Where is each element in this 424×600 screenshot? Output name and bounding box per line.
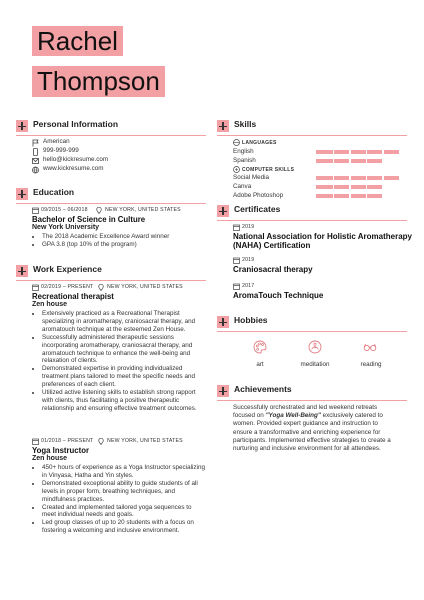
name-last: Thompson <box>32 66 165 97</box>
certificate-name: Craniosacral therapy <box>233 265 313 274</box>
job-dates: 02/2019 – PRESENT <box>41 284 94 290</box>
text-line: focused on "Yoga Well-Being" exclusively catered to <box>233 412 383 420</box>
job-dates: 01/2018 – PRESENT <box>41 438 94 444</box>
skill-name: Adobe Photoshop <box>233 192 284 199</box>
job-location: NEW YORK, UNITED STATES <box>107 284 183 290</box>
skill-level-bar <box>316 159 382 163</box>
list-item: • GPA 3.8 (top 10% of the program) <box>42 241 212 249</box>
text-line: participants. Implemented effective strategies to create a <box>233 436 391 444</box>
job-role: Yoga Instructor <box>32 446 90 455</box>
skill-level-bar <box>316 150 399 154</box>
job-location: NEW YORK, UNITED STATES <box>107 438 183 444</box>
text-line: ensure a transformative and enriching experience for <box>233 428 381 436</box>
section-skills <box>217 120 407 133</box>
list-item: • Demonstrated expertise in providing individualized treatment plans tailored to meet the specific needs and preferences of each client. <box>42 365 207 389</box>
text-line: nurturing and inclusive environment for all attendees. <box>233 445 381 453</box>
globe-icon <box>32 166 39 174</box>
section-title: Skills <box>234 119 257 129</box>
location-pin-icon <box>98 284 104 291</box>
skill-level-bar <box>316 185 382 189</box>
calendar-icon <box>233 257 240 264</box>
certificate-year: 2017 <box>242 283 255 289</box>
section-divider <box>16 280 206 281</box>
job-company: Zen house <box>32 455 68 462</box>
palette-icon <box>253 340 267 354</box>
hobby-label: meditation <box>300 361 330 368</box>
section-title: Education <box>33 187 75 197</box>
skill-level-bar <box>316 176 399 180</box>
computer-skills-label: COMPUTER SKILLS <box>242 167 295 173</box>
certificate-name: AromaTouch Technique <box>233 291 324 300</box>
certificate-name: National Association for Holistic Aromatherapy (NAHA) Certification <box>233 232 412 251</box>
calendar-icon <box>32 438 39 445</box>
plus-icon <box>16 265 28 277</box>
flag-icon <box>32 139 39 147</box>
list-item: • Utilized active listening skills to establish strong rapport with clients, thus facilitating a positive therapeutic relationship and ensuring effective treatment outcomes. <box>42 389 207 413</box>
section-divider <box>217 135 407 136</box>
location-pin-icon <box>98 438 104 445</box>
list-item: • Demonstrated exceptional ability to guide students of all levels in proper form, breathing techniques, and mindfulness practices. <box>42 480 207 504</box>
achievement-text <box>233 404 413 453</box>
list-item: • Successfully administered therapeutic sessions incorporating aromatherapy, craniosacral therapy, and aromatouch technique to enhance the well-being and relaxation of clients. <box>42 334 207 366</box>
plus-icon <box>16 188 28 200</box>
section-personal-information <box>16 120 206 133</box>
education-bullets <box>32 233 212 249</box>
phone-icon <box>32 148 39 156</box>
skill-level-bar <box>316 194 382 198</box>
text-line: women. Provided expert guidance and instruction to <box>233 420 378 428</box>
plus-icon <box>217 316 229 328</box>
name-first: Rachel <box>32 26 123 56</box>
section-title: Achievements <box>234 384 292 394</box>
job-company: Zen house <box>32 301 68 308</box>
calendar-icon <box>233 224 240 231</box>
plus-icon <box>16 120 28 132</box>
nationality: American <box>43 138 70 145</box>
certificate-year: 2019 <box>242 257 255 263</box>
section-title: Work Experience <box>33 264 102 274</box>
job-bullets <box>32 310 207 413</box>
email[interactable]: hello@kickresume.com <box>43 156 109 163</box>
skill-name: Spanish <box>233 157 256 164</box>
glasses-icon <box>363 340 377 354</box>
education-location: NEW YORK, UNITED STATES <box>105 207 181 213</box>
job-bullets <box>32 464 207 535</box>
plus-icon <box>217 205 229 217</box>
location-pin-icon <box>96 207 102 214</box>
text-line: Successfully orchestrated and led weekend retreats <box>233 404 378 411</box>
section-divider <box>217 331 407 332</box>
calendar-icon <box>32 284 39 291</box>
skill-name: Social Media <box>233 174 270 181</box>
computer-icon <box>233 166 240 173</box>
section-divider <box>217 220 407 221</box>
job-role: Recreational therapist <box>32 292 114 301</box>
website[interactable]: www.kickresume.com <box>43 165 104 172</box>
languages-label: LANGUAGES <box>242 140 277 146</box>
hobby-label: reading <box>360 361 382 368</box>
list-item: • 450+ hours of experience as a Yoga Instructor specializing in Vinyasa, Hatha and Yin styles. <box>42 464 207 480</box>
section-title: Hobbies <box>234 315 268 325</box>
section-title: Personal Information <box>33 119 119 129</box>
skill-name: English <box>233 148 254 155</box>
plus-icon <box>217 120 229 132</box>
education-dates: 09/2015 – 06/2018 <box>41 207 88 213</box>
email-icon <box>32 157 39 165</box>
emphasis: "Yoga Well-Being" <box>265 412 321 420</box>
list-item: • The 2018 Academic Excellence Award winner <box>42 233 212 241</box>
degree: Bachelor of Science in Culture <box>32 215 146 224</box>
globe-icon <box>233 139 240 146</box>
section-hobbies <box>217 316 407 329</box>
calendar-icon <box>233 283 240 290</box>
section-title: Certificates <box>234 204 281 214</box>
section-divider <box>217 400 407 401</box>
skill-name: Canva <box>233 183 252 190</box>
phone: 999-999-999 <box>43 147 79 154</box>
list-item: • Led group classes of up to 20 students with a focus on fostering a welcoming and inclusive environment. <box>42 519 207 535</box>
list-item: • Created and implemented tailored yoga sequences to meet individual needs and goals. <box>42 504 207 520</box>
meditation-icon <box>308 340 322 354</box>
school: New York University <box>32 224 100 231</box>
list-item: • Extensively practiced as a Recreational Therapist specializing in aromatherapy, craniosacral therapy, and aromatouch technique at the esteemed Zen House. <box>42 310 207 334</box>
plus-icon <box>217 385 229 397</box>
hobby-label: art <box>256 361 264 368</box>
section-divider <box>16 203 206 204</box>
section-divider <box>16 135 206 136</box>
section-achievements <box>217 385 407 398</box>
section-work-experience <box>16 265 206 278</box>
calendar-icon <box>32 207 39 214</box>
section-education <box>16 188 206 201</box>
section-certificates <box>217 205 407 218</box>
certificate-year: 2019 <box>242 224 255 230</box>
